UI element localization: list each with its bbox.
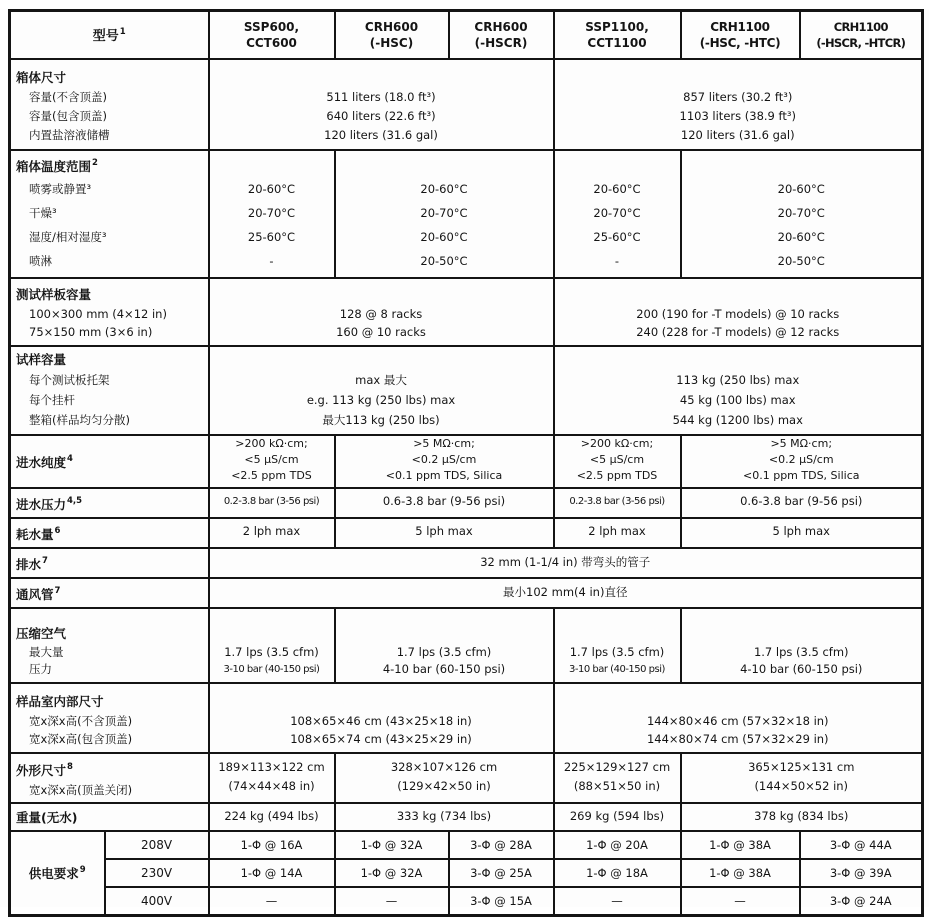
value-line: 2 lph max	[242, 524, 301, 539]
row-title	[16, 68, 206, 88]
row-title	[16, 808, 206, 828]
value-line: 269 kg (594 lbs)	[569, 808, 665, 823]
row-sublabel: 容量(包含顶盖)	[29, 108, 107, 123]
col-crh600-hscr	[449, 11, 554, 59]
value-line: 240 (228 for -T models) @ 12 racks	[636, 324, 840, 339]
row-sublabel: 干燥³	[29, 205, 57, 220]
value-line: >200 kΩ·cm;	[235, 437, 308, 451]
value-line: (144×50×52 in)	[754, 779, 849, 794]
value-exterior-dimensions-1	[335, 753, 554, 803]
value-specimen-capacity-0	[209, 346, 554, 435]
col-ssp600-cct600	[209, 11, 335, 59]
value-chamber-size-0	[209, 59, 554, 150]
value-line: 857 liters (30.2 ft³)	[683, 89, 793, 104]
row-label-panel-capacity	[10, 278, 209, 346]
value-water-pressure-1	[335, 488, 554, 518]
row-label-chamber-size	[10, 59, 209, 150]
value-line: 20-70°C	[420, 205, 468, 220]
row-title	[16, 692, 206, 712]
col-crh600-hsc	[335, 11, 449, 59]
row-sublabel: 宽x深x高(顶盖关闭)	[29, 782, 133, 797]
row-label-interior-dimensions	[10, 683, 209, 753]
voltage-cell-400v: 400V	[105, 887, 209, 915]
value-line: 20-70°C	[777, 205, 825, 220]
row-sublabel: 喷淋	[29, 253, 52, 268]
value-line: 333 kg (734 lbs)	[396, 808, 492, 823]
value-water-purity-3	[681, 435, 923, 488]
row-title-footnote: 6	[54, 525, 61, 536]
value-line: 25-60°C	[247, 229, 296, 244]
value-line: (129×42×50 in)	[397, 779, 491, 794]
value-line: >5 MΩ·cm;	[413, 437, 475, 451]
value-water-pressure-2	[554, 488, 681, 518]
model-name-line: CCT600	[246, 35, 297, 50]
value-line: 25-60°C	[593, 229, 641, 244]
value-line: (74×44×48 in)	[228, 779, 315, 794]
row-sublabel: 每个测试板托架	[29, 372, 110, 387]
row-title-text: 进水压力	[16, 496, 67, 512]
model-name-line: SSP600,	[243, 19, 300, 34]
power-value-400v-5: 3-Φ @ 24A	[800, 887, 923, 915]
value-line: 1.7 lps (3.5 cfm)	[753, 645, 849, 660]
row-sublabel: 压力	[29, 662, 52, 677]
power-value-208v-5: 3-Φ @ 44A	[800, 831, 923, 859]
value-line: 20-70°C	[593, 205, 641, 220]
power-value-208v-2: 3-Φ @ 28A	[449, 831, 554, 859]
section-panel-capacity	[10, 278, 923, 346]
value-line: max 最大	[355, 372, 407, 387]
row-sublabel: 宽x深x高(不含顶盖)	[29, 714, 133, 729]
row-label-water-pressure	[10, 488, 209, 518]
power-value-400v-0: —	[209, 887, 335, 915]
value-line: 20-60°C	[593, 181, 641, 196]
power-value-230v-1: 1-Φ @ 32A	[335, 859, 449, 887]
table-body	[10, 59, 923, 916]
value-line: 20-50°C	[777, 253, 825, 268]
row-label-specimen-capacity	[10, 346, 209, 435]
value-weight-1	[335, 803, 554, 831]
section-water-consumption	[10, 518, 923, 548]
model-name-line: (-HSCR, -HTCR)	[816, 35, 906, 50]
col-ssp1100-cct1100	[554, 11, 681, 59]
voltage-cell-230v: 230V	[105, 859, 209, 887]
value-line: <2.5 ppm TDS	[231, 469, 312, 483]
value-water-purity-1	[335, 435, 554, 488]
value-weight-0	[209, 803, 335, 831]
section-chamber-size	[10, 59, 923, 150]
value-compressed-air-1	[335, 608, 554, 683]
value-exterior-dimensions-2	[554, 753, 681, 803]
value-line: 120 liters (31.6 gal)	[324, 127, 438, 142]
row-title	[16, 522, 206, 545]
row-title-footnote: 2	[92, 157, 98, 168]
value-line: <2.5 ppm TDS	[576, 469, 658, 483]
value-panel-capacity-1	[554, 278, 923, 346]
value-drain-0	[209, 548, 923, 578]
section-interior-dimensions	[10, 683, 923, 753]
power-value-400v-1: —	[335, 887, 449, 915]
row-sublabel: 内置盐溶液储槽	[29, 127, 110, 142]
row-label-power	[10, 831, 105, 915]
value-line: 144×80×46 cm (57×32×18 in)	[646, 714, 829, 729]
value-line: <5 μS/cm	[589, 453, 645, 467]
section-drain	[10, 548, 923, 578]
row-label-water-consumption	[10, 518, 209, 548]
model-name-line: (-HSC)	[369, 35, 414, 50]
value-line: <0.1 ppm TDS, Silica	[385, 469, 503, 483]
value-line: <0.2 μS/cm	[411, 453, 477, 467]
power-value-208v-3: 1-Φ @ 20A	[554, 831, 681, 859]
value-line: 32 mm (1-1/4 in) 带弯头的管子	[480, 554, 651, 569]
row-title-footnote: 9	[79, 864, 86, 875]
model-name-line: (-HSC, -HTC)	[699, 35, 781, 50]
value-temperature-range-2	[554, 150, 681, 278]
section-weight	[10, 803, 923, 831]
row-title-text: 进水纯度	[16, 455, 67, 471]
col-crh1100-hsc-htc	[681, 11, 800, 59]
value-line: 189×113×122 cm	[218, 760, 325, 775]
model-label-footnote: 1	[119, 26, 126, 37]
section-compressed-air	[10, 608, 923, 683]
row-title-text: 通风管	[16, 587, 54, 603]
value-interior-dimensions-0	[209, 683, 554, 753]
row-title-text: 外形尺寸	[16, 762, 67, 778]
value-compressed-air-0	[209, 608, 335, 683]
power-value-230v-4: 1-Φ @ 38A	[681, 859, 800, 887]
row-title-text: 耗水量	[16, 526, 54, 542]
row-title-footnote: 7	[42, 555, 48, 566]
value-line: 4-10 bar (60-150 psi)	[740, 662, 863, 677]
value-water-consumption-2	[554, 518, 681, 548]
value-compressed-air-3	[681, 608, 923, 683]
model-name-line: CRH1100	[833, 19, 888, 34]
value-line: 144×80×74 cm (57×32×29 in)	[646, 732, 829, 747]
section-specimen-capacity	[10, 346, 923, 435]
value-line: 328×107×126 cm	[390, 760, 498, 775]
value-line: 5 lph max	[415, 524, 473, 539]
value-compressed-air-2	[554, 608, 681, 683]
model-name-line: CRH600	[364, 19, 419, 34]
value-line: 1.7 lps (3.5 cfm)	[396, 645, 492, 660]
row-label-weight	[10, 803, 209, 831]
power-value-400v-3: —	[554, 887, 681, 915]
section-power-208v	[10, 831, 923, 859]
value-line: 20-60°C	[420, 229, 468, 244]
value-line: >200 kΩ·cm;	[580, 437, 654, 451]
value-line: 20-60°C	[777, 181, 825, 196]
row-title-text: 箱体尺寸	[16, 69, 67, 85]
row-title	[16, 154, 206, 177]
row-title-text: 供电要求	[28, 866, 79, 882]
value-line: (88×51×50 in)	[573, 779, 661, 794]
model-name-line: (-HSCR)	[474, 35, 528, 50]
value-water-consumption-0	[209, 518, 335, 548]
section-water-purity	[10, 435, 923, 488]
row-sublabel: 喷雾或静置³	[29, 181, 92, 196]
value-line: 200 (190 for -T models) @ 10 racks	[636, 306, 840, 321]
value-line: <0.2 μS/cm	[768, 453, 834, 467]
row-sublabel: 100×300 mm (4×12 in)	[29, 306, 167, 321]
row-title	[16, 350, 206, 370]
section-power-230v	[10, 859, 923, 887]
row-title-text: 排水	[16, 557, 42, 573]
value-interior-dimensions-1	[554, 683, 923, 753]
row-label-compressed-air	[10, 608, 209, 683]
power-value-400v-4: —	[681, 887, 800, 915]
value-line: 0.6-3.8 bar (9-56 psi)	[740, 494, 863, 509]
value-line: 3-10 bar (40-150 psi)	[569, 664, 665, 676]
value-exterior-dimensions-3	[681, 753, 923, 803]
power-value-400v-2: 3-Φ @ 15A	[449, 887, 554, 915]
value-exterior-dimensions-0	[209, 753, 335, 803]
voltage-cell-208v: 208V	[105, 831, 209, 859]
header-row	[10, 11, 923, 59]
value-line: 4-10 bar (60-150 psi)	[382, 662, 506, 677]
value-line: 0.6-3.8 bar (9-56 psi)	[382, 494, 506, 509]
model-label-cell	[10, 11, 209, 59]
value-line: 20-60°C	[247, 181, 296, 196]
power-value-208v-0: 1-Φ @ 16A	[209, 831, 335, 859]
value-line: 最小102 mm(4 in)直径	[503, 584, 628, 599]
value-line: 5 lph max	[772, 524, 830, 539]
spec-table	[8, 9, 924, 917]
value-line: <0.1 ppm TDS, Silica	[743, 469, 860, 483]
table-header	[10, 11, 923, 59]
row-title-footnote: 4	[67, 454, 73, 465]
row-label-water-purity	[10, 435, 209, 488]
row-sublabel: 湿度/相对湿度³	[29, 229, 107, 244]
value-weight-3	[681, 803, 923, 831]
value-water-consumption-3	[681, 518, 923, 548]
power-value-230v-2: 3-Φ @ 25A	[449, 859, 554, 887]
power-value-230v-5: 3-Φ @ 39A	[800, 859, 923, 887]
row-title	[16, 492, 206, 515]
value-water-pressure-0	[209, 488, 335, 518]
col-crh1100-hscr-htcr	[800, 11, 923, 59]
row-title-footnote: 7	[54, 586, 61, 597]
value-water-consumption-1	[335, 518, 554, 548]
row-sublabel: 容量(不含顶盖)	[29, 89, 107, 104]
row-title-text: 样品室内部尺寸	[16, 694, 104, 710]
value-line: 20-70°C	[247, 205, 296, 220]
row-title-text: 试样容量	[16, 351, 67, 367]
value-line: 544 kg (1200 lbs) max	[672, 412, 803, 427]
value-line: 1.7 lps (3.5 cfm)	[569, 645, 665, 660]
power-value-208v-1: 1-Φ @ 32A	[335, 831, 449, 859]
value-water-pressure-3	[681, 488, 923, 518]
power-value-208v-4: 1-Φ @ 38A	[681, 831, 800, 859]
value-line: 511 liters (18.0 ft³)	[326, 89, 436, 104]
value-line: 2 lph max	[588, 524, 646, 539]
row-title	[16, 552, 206, 575]
row-title-text: 测试样板容量	[16, 286, 92, 302]
power-value-230v-0: 1-Φ @ 14A	[209, 859, 335, 887]
value-line: 120 liters (31.6 gal)	[680, 127, 795, 142]
row-title-footnote: 4,5	[67, 495, 83, 506]
value-line: >5 MΩ·cm;	[770, 437, 833, 451]
value-line: 最大113 kg (250 lbs)	[322, 412, 440, 427]
value-line: 108×65×74 cm (43×25×29 in)	[290, 732, 472, 747]
value-line: <5 μS/cm	[244, 453, 299, 467]
value-line: 20-60°C	[777, 229, 825, 244]
value-line: 20-60°C	[420, 181, 468, 196]
row-sublabel: 整箱(样品均匀分散)	[29, 412, 130, 427]
value-line: 225×129×127 cm	[563, 760, 671, 775]
row-title	[16, 624, 206, 644]
row-title	[16, 758, 206, 781]
value-specimen-capacity-1	[554, 346, 923, 435]
value-temperature-range-1	[335, 150, 554, 278]
row-title	[16, 450, 206, 473]
value-line: 128 @ 8 racks	[339, 306, 423, 321]
value-line: 365×125×131 cm	[748, 760, 855, 775]
row-label-vent	[10, 578, 209, 608]
value-line: -	[269, 253, 274, 268]
value-line: 160 @ 10 racks	[336, 324, 426, 339]
section-temperature-range	[10, 150, 923, 278]
value-temperature-range-0	[209, 150, 335, 278]
value-temperature-range-3	[681, 150, 923, 278]
value-line: e.g. 113 kg (250 lbs) max	[306, 392, 456, 407]
section-power-400v	[10, 887, 923, 915]
value-line: 108×65×46 cm (43×25×18 in)	[290, 714, 472, 729]
value-chamber-size-1	[554, 59, 923, 150]
value-water-purity-0	[209, 435, 335, 488]
value-line: 1.7 lps (3.5 cfm)	[224, 645, 319, 660]
value-line: 1103 liters (38.9 ft³)	[679, 108, 796, 123]
value-line: 113 kg (250 lbs) max	[676, 372, 800, 387]
row-label-drain	[10, 548, 209, 578]
section-water-pressure	[10, 488, 923, 518]
section-exterior-dimensions	[10, 753, 923, 803]
row-sublabel: 每个挂杆	[29, 392, 75, 407]
row-label-temperature-range	[10, 150, 209, 278]
value-weight-2	[554, 803, 681, 831]
value-line: 45 kg (100 lbs) max	[679, 392, 796, 407]
row-title-text: 压缩空气	[16, 626, 67, 642]
value-water-purity-2	[554, 435, 681, 488]
row-sublabel: 宽x深x高(包含顶盖)	[29, 732, 133, 747]
row-label-exterior-dimensions	[10, 753, 209, 803]
section-vent	[10, 578, 923, 608]
row-sublabel: 最大量	[29, 645, 64, 660]
value-line: -	[614, 253, 620, 268]
row-sublabel: 75×150 mm (3×6 in)	[29, 324, 153, 339]
row-title-text: 箱体温度范围	[16, 158, 92, 174]
row-title	[16, 582, 206, 605]
value-line: 640 liters (22.6 ft³)	[326, 108, 436, 123]
model-label: 型号	[92, 29, 119, 45]
model-name-line: CRH1100	[710, 19, 770, 34]
row-title-footnote: 8	[67, 761, 73, 772]
row-title	[16, 285, 206, 305]
value-line: 378 kg (834 lbs)	[754, 808, 849, 823]
value-line: 20-50°C	[420, 253, 468, 268]
value-line: 0.2-3.8 bar (3-56 psi)	[223, 496, 320, 508]
value-line: 0.2-3.8 bar (3-56 psi)	[569, 496, 665, 508]
spec-sheet-page	[0, 9, 929, 907]
model-name-line: SSP1100,	[585, 19, 649, 34]
model-name-line: CRH600	[474, 19, 528, 34]
value-vent-0	[209, 578, 923, 608]
value-panel-capacity-0	[209, 278, 554, 346]
value-line: 3-10 bar (40-150 psi)	[223, 664, 320, 676]
row-title-text: 重量(无水)	[16, 809, 78, 825]
power-value-230v-3: 1-Φ @ 18A	[554, 859, 681, 887]
model-name-line: CCT1100	[587, 35, 647, 50]
value-line: 224 kg (494 lbs)	[224, 808, 319, 823]
